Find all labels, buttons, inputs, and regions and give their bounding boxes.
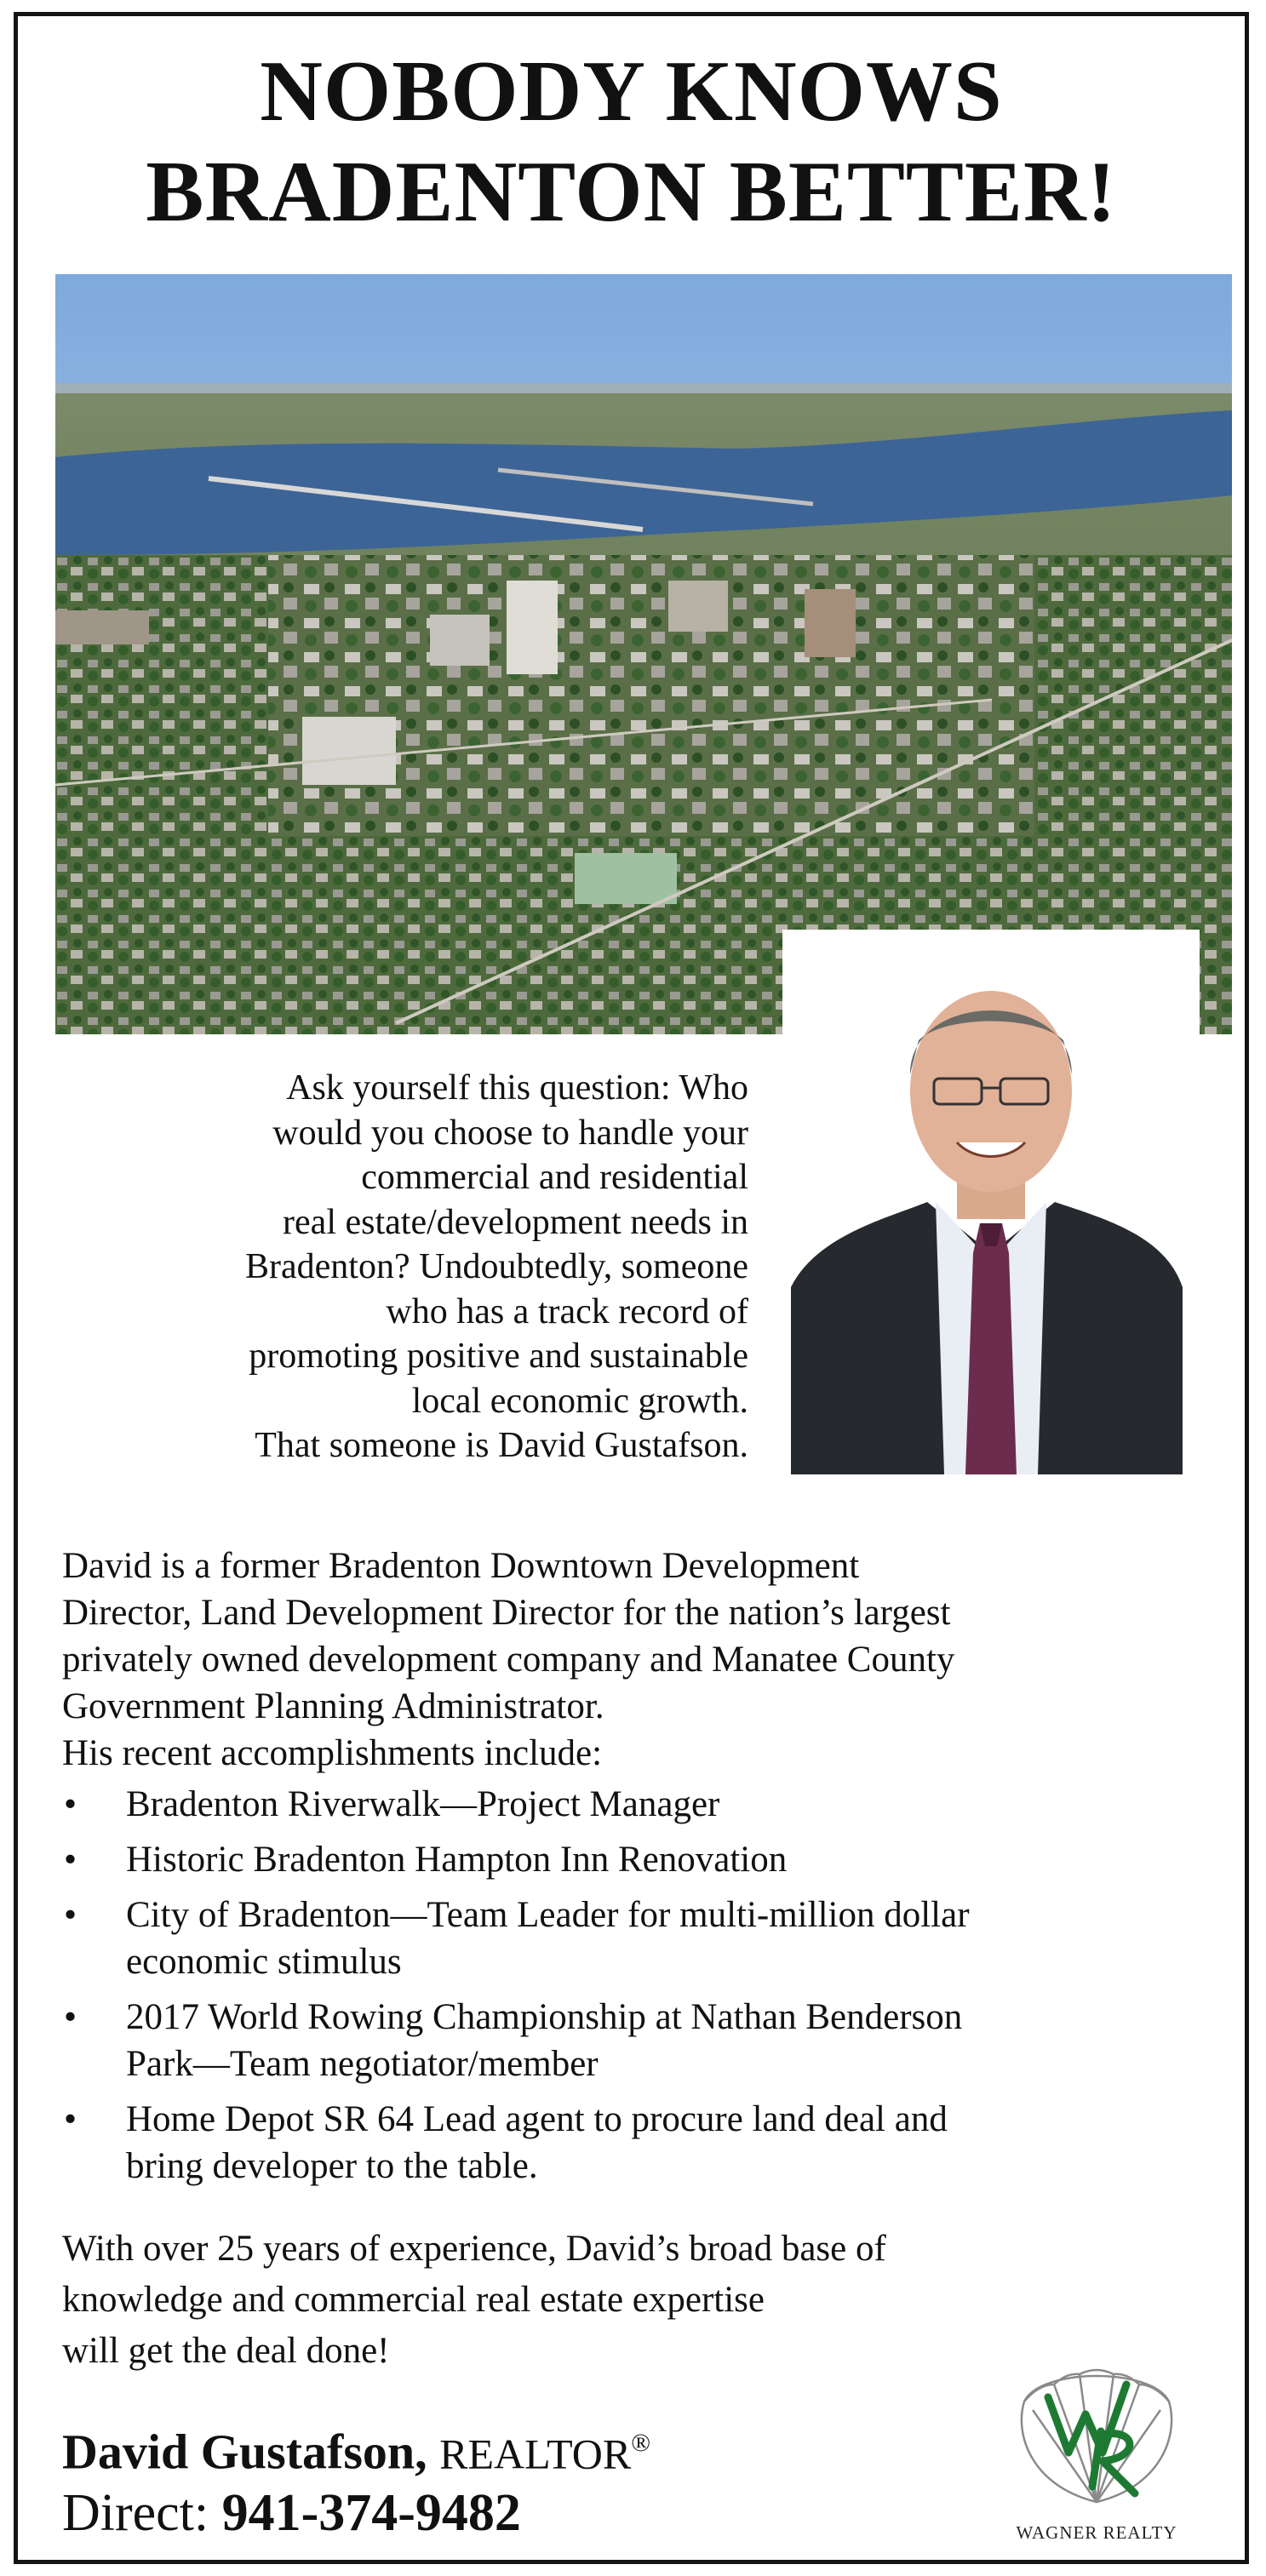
intro-line: Ask yourself this question: Who [286, 1068, 748, 1108]
intro-paragraph [100, 1066, 748, 1468]
list-item-text: Park—Team negotiator/member [126, 2044, 599, 2084]
list-item [62, 1836, 1203, 1883]
list-item [62, 1892, 1203, 1985]
wagner-realty-logo [1007, 2350, 1186, 2550]
closing-paragraph [62, 2224, 965, 2377]
list-item-text: Historic Bradenton Hampton Inn Renovation [126, 1840, 788, 1880]
accomplishments-intro: His recent accomplishments include: [62, 1733, 603, 1773]
list-item-text: Home Depot SR 64 Lead agent to procure land deal and [126, 2099, 948, 2139]
bullet-icon: • [64, 1997, 77, 2037]
list-item-text: 2017 World Rowing Championship at Nathan Benderson [126, 1997, 963, 2037]
list-item-text: bring developer to the table. [126, 2146, 538, 2186]
bullet-icon: • [64, 1784, 77, 1824]
intro-line: commercial and residential [361, 1158, 748, 1197]
intro-line: promoting positive and sustainable [249, 1337, 748, 1376]
list-item-text: Bradenton Riverwalk—Project Manager [126, 1784, 720, 1824]
phone-line [62, 2483, 521, 2543]
bullet-icon: • [64, 1840, 77, 1880]
registered-mark: ® [631, 2429, 651, 2457]
agent-title: REALTOR [439, 2430, 632, 2478]
intro-line: would you choose to handle your [272, 1113, 748, 1153]
intro-line: real estate/development needs in [283, 1202, 748, 1242]
direct-label: Direct: [62, 2484, 209, 2542]
ad-frame [14, 12, 1249, 2564]
logo-caption: WAGNER REALTY [1016, 2522, 1177, 2543]
list-item [62, 2096, 1203, 2190]
list-item-text: economic stimulus [126, 1942, 402, 1982]
intro-line: Bradenton? Undoubtedly, someone [245, 1247, 748, 1286]
bullet-icon: • [64, 2099, 77, 2139]
agent-portrait [782, 930, 1200, 1474]
wr-monogram-icon [1048, 2384, 1135, 2493]
intro-line: who has a track record of [386, 1291, 748, 1331]
bio-line: Government Planning Administrator. [62, 1686, 604, 1726]
bio-line: David is a former Bradenton Downtown Development [62, 1546, 860, 1586]
bradenton-aerial-photo [55, 274, 1232, 1034]
closing-line: knowledge and commercial real estate expertise [62, 2280, 765, 2320]
intro-line: That someone is David Gustafson. [255, 1426, 748, 1465]
headline-line-2: BRADENTON BETTER! [146, 144, 1117, 240]
agent-name-line [62, 2413, 650, 2483]
list-item-text: City of Bradenton—Team Leader for multi-million dollar [126, 1895, 970, 1935]
list-item [62, 1994, 1203, 2087]
closing-line: With over 25 years of experience, David’s broad base of [62, 2229, 886, 2269]
accomplishments-list [62, 1781, 1203, 2198]
bio-line: Director, Land Development Director for the nation’s largest [62, 1593, 951, 1633]
headline-line-1: NOBODY KNOWS [260, 43, 1003, 140]
agent-name: David Gustafson, [62, 2424, 427, 2480]
list-item [62, 1781, 1203, 1828]
bio-line: privately owned development company and Manatee County [62, 1640, 955, 1680]
closing-line: will get the deal done! [62, 2331, 390, 2371]
phone-number[interactable]: 941-374-9482 [221, 2484, 521, 2542]
bullet-icon: • [64, 1895, 77, 1935]
bio-paragraph [62, 1543, 1203, 1730]
intro-line: local economic growth. [411, 1381, 748, 1421]
headline [18, 42, 1245, 243]
